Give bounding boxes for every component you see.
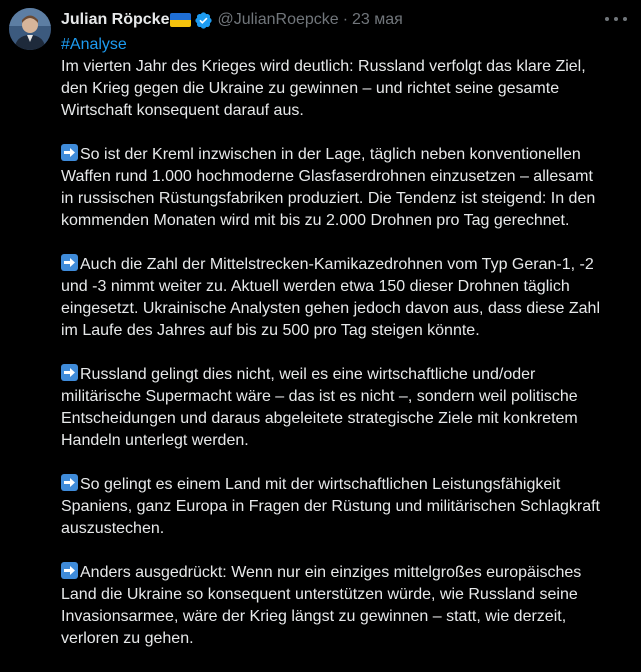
- paragraph: [61, 56, 636, 122]
- tweet-body: [61, 56, 636, 672]
- paragraph: [61, 562, 636, 650]
- paragraph: [61, 474, 636, 540]
- paragraph-text: Im vierten Jahr des Krieges wird deutlich: Russland verfolgt das klare Ziel, den Krieg gegen die Ukraine zu gewinnen – und richtet seine gesamte Wirtschaft konsequent darauf aus.: [61, 58, 586, 119]
- paragraph: [61, 144, 636, 232]
- avatar[interactable]: [9, 8, 51, 50]
- paragraph-text: So gelingt es einem Land mit der wirtschaftlichen Leistungsfähigkeit Spaniens, ganz Europa in Fragen der Rüstung und militärischen Schlagkraft auszustechen.: [61, 476, 600, 537]
- right-arrow-emoji-icon: [61, 254, 78, 271]
- tweet-header: [61, 9, 403, 31]
- paragraph: [61, 364, 636, 452]
- paragraph-text: Russland gelingt dies nicht, weil es eine wirtschaftliche und/oder militärische Supermacht wäre – das ist es nicht –, sondern weil politische Entscheidungen und daraus abgeleitete strategische Ziele mit konkretem Handeln unterlegt werden.: [61, 366, 578, 449]
- paragraph-text: So ist der Kreml inzwischen in der Lage, täglich neben konventionellen Waffen rund 1.000 hochmoderne Glasfaserdrohnen einzusetzen – allesamt in russischen Rüstungsfabriken produziert. Die Tendenz ist steigend: In den kommenden Monaten wird mit bis zu 2.000 Drohnen pro Tag gerechnet.: [61, 146, 596, 229]
- user-handle[interactable]: @JulianRoepcke: [217, 11, 339, 28]
- right-arrow-emoji-icon: [61, 562, 78, 579]
- verified-badge-icon[interactable]: [194, 11, 213, 30]
- paragraph-text: Auch die Zahl der Mittelstrecken-Kamikazedrohnen vom Typ Geran-1, -2 und -3 nimmt weiter zu. Aktuell werden etwa 150 dieser Drohnen täglich eingesetzt. Ukrainische Analysten gehen jedoch davon aus, dass diese Zahl im Laufe des Jahres auf bis zu 500 pro Tag steigen könnte.: [61, 256, 601, 339]
- avatar-image: [9, 8, 51, 50]
- more-options-icon[interactable]: [605, 10, 627, 28]
- ukraine-flag-icon: [170, 13, 191, 27]
- display-name[interactable]: Julian Röpcke: [61, 11, 170, 28]
- right-arrow-emoji-icon: [61, 144, 78, 161]
- paragraph-text: Anders ausgedrückt: Wenn nur ein einziges mittelgroßes europäisches Land die Ukraine so konsequent unterstützen würde, wie Russland seine Invasionsarmee, wäre der Krieg längst zu gewinnen – statt, wie derzeit, verloren zu gehen.: [61, 564, 582, 647]
- separator-dot: ·: [342, 11, 349, 28]
- tweet-date[interactable]: 23 мая: [352, 11, 403, 28]
- right-arrow-emoji-icon: [61, 364, 78, 381]
- hashtag-link[interactable]: #Analyse: [61, 36, 127, 53]
- right-arrow-emoji-icon: [61, 474, 78, 491]
- paragraph: [61, 254, 636, 342]
